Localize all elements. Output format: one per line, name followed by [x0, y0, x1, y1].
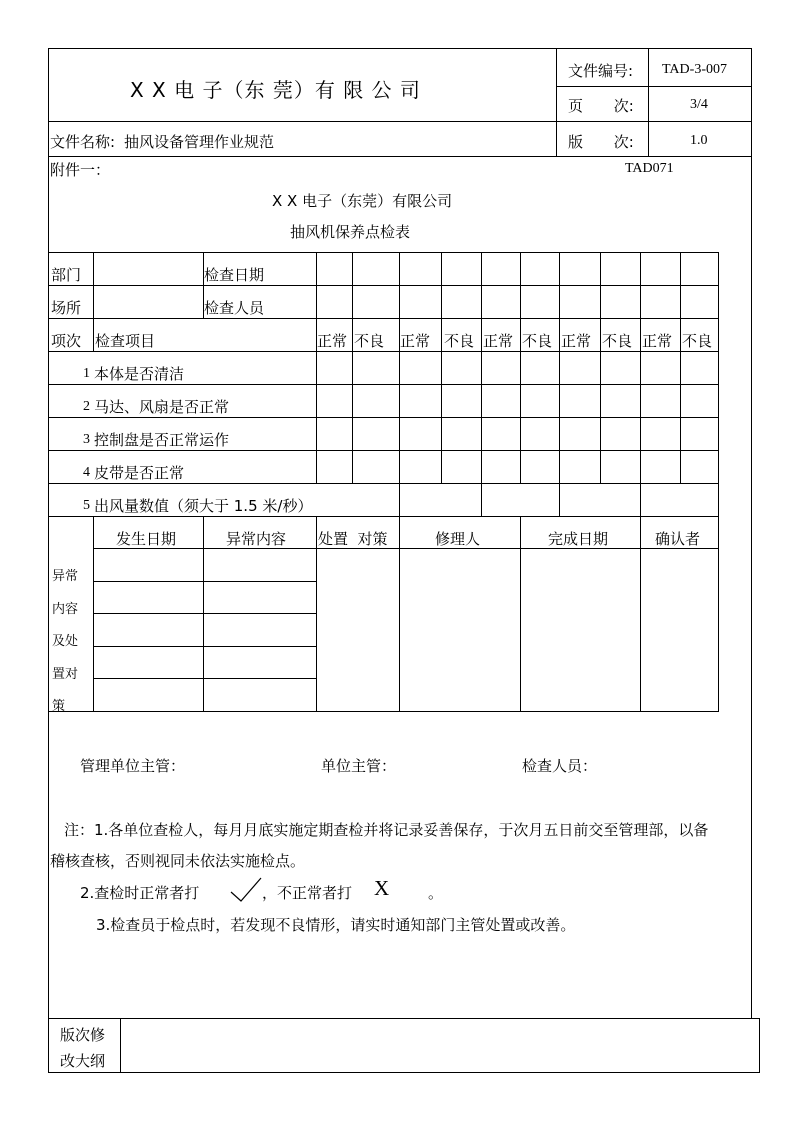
doc-no: TAD-3-007 [662, 62, 727, 77]
abnormal-label: 策 [52, 699, 66, 714]
doc-name-label: 文件名称: [50, 133, 116, 151]
abnormal-label: 置对 [52, 667, 79, 682]
version-label: 版 次: [568, 133, 634, 151]
doc-no-label: 文件编号: [568, 62, 634, 80]
unit-signature-label: 单位主管： [321, 757, 397, 775]
page-label: 页 次: [568, 97, 634, 115]
abn-confirm-header: 确认者 [655, 530, 701, 548]
dept-label: 部门 [51, 266, 82, 284]
inspector-signature-label: 检查人员： [522, 757, 598, 775]
abn-action-header: 处置 对策 [318, 530, 388, 548]
revision-label-2: 改大纲 [60, 1052, 106, 1070]
item-no-header: 项次 [51, 332, 82, 350]
abnormal-label: 内容 [52, 602, 79, 617]
place-label: 场所 [51, 299, 82, 317]
note-2a: 2.查检时正常者打 [80, 884, 200, 902]
abn-repairer-header: 修理人 [435, 530, 481, 548]
abnormal-label: 及处 [52, 634, 79, 649]
item-no: 5 [83, 498, 90, 513]
page-value: 3/4 [690, 97, 708, 112]
cross-mark: X [374, 876, 390, 900]
form-company: X X 电子（东莞）有限公司 [272, 192, 453, 210]
note-2b: ，不正常者打 [262, 884, 353, 902]
item-text: 马达、风扇是否正常 [94, 398, 230, 416]
item-text: 皮带是否正常 [94, 464, 185, 482]
bad-header: 不良 [602, 332, 633, 350]
item-no: 1 [83, 366, 90, 381]
normal-header: 正常 [317, 332, 348, 350]
abn-finish-header: 完成日期 [548, 530, 609, 548]
note-2-end: 。 [428, 884, 444, 902]
manager-signature-label: 管理单位主管： [80, 757, 186, 775]
form-title: 抽风机保养点检表 [290, 223, 411, 241]
item-no: 2 [83, 399, 90, 414]
bad-header: 不良 [522, 332, 553, 350]
normal-header: 正常 [483, 332, 514, 350]
version-value: 1.0 [690, 133, 708, 148]
revision-label-1: 版次修 [60, 1026, 106, 1044]
normal-header: 正常 [642, 332, 673, 350]
item-no: 4 [83, 465, 90, 480]
item-text: 出风量数值（须大于 1.5 米/秒） [94, 497, 313, 515]
normal-header: 正常 [400, 332, 431, 350]
item-text: 控制盘是否正常运作 [94, 431, 230, 449]
attachment-label: 附件一： [50, 161, 111, 179]
item-no: 3 [83, 432, 90, 447]
inspector-label: 检查人员 [204, 299, 265, 317]
form-code: TAD071 [625, 161, 674, 176]
bad-header: 不良 [354, 332, 385, 350]
note-1a: 注：1.各单位查检人，每月月底实施定期查检并将记录妥善保存，于次月五日前交至管理部，以备 [64, 821, 709, 839]
bad-header: 不良 [444, 332, 475, 350]
company-name: X X 电 子（东 莞）有 限 公 司 [130, 78, 421, 102]
abn-content-header: 异常内容 [226, 530, 287, 548]
check-date-label: 检查日期 [204, 266, 265, 284]
abnormal-label: 异常 [52, 569, 79, 584]
note-1b: 稽核查核，否则视同未依法实施检点。 [50, 852, 306, 870]
note-3: 3.检查员于检点时，若发现不良情形，请实时通知部门主管处置或改善。 [96, 916, 576, 934]
doc-name: 抽风设备管理作业规范 [124, 133, 275, 151]
normal-header: 正常 [561, 332, 592, 350]
check-item-header: 检查项目 [95, 332, 156, 350]
bad-header: 不良 [682, 332, 713, 350]
item-text: 本体是否清洁 [94, 365, 185, 383]
checkmark-icon [229, 876, 263, 904]
abn-date-header: 发生日期 [116, 530, 177, 548]
